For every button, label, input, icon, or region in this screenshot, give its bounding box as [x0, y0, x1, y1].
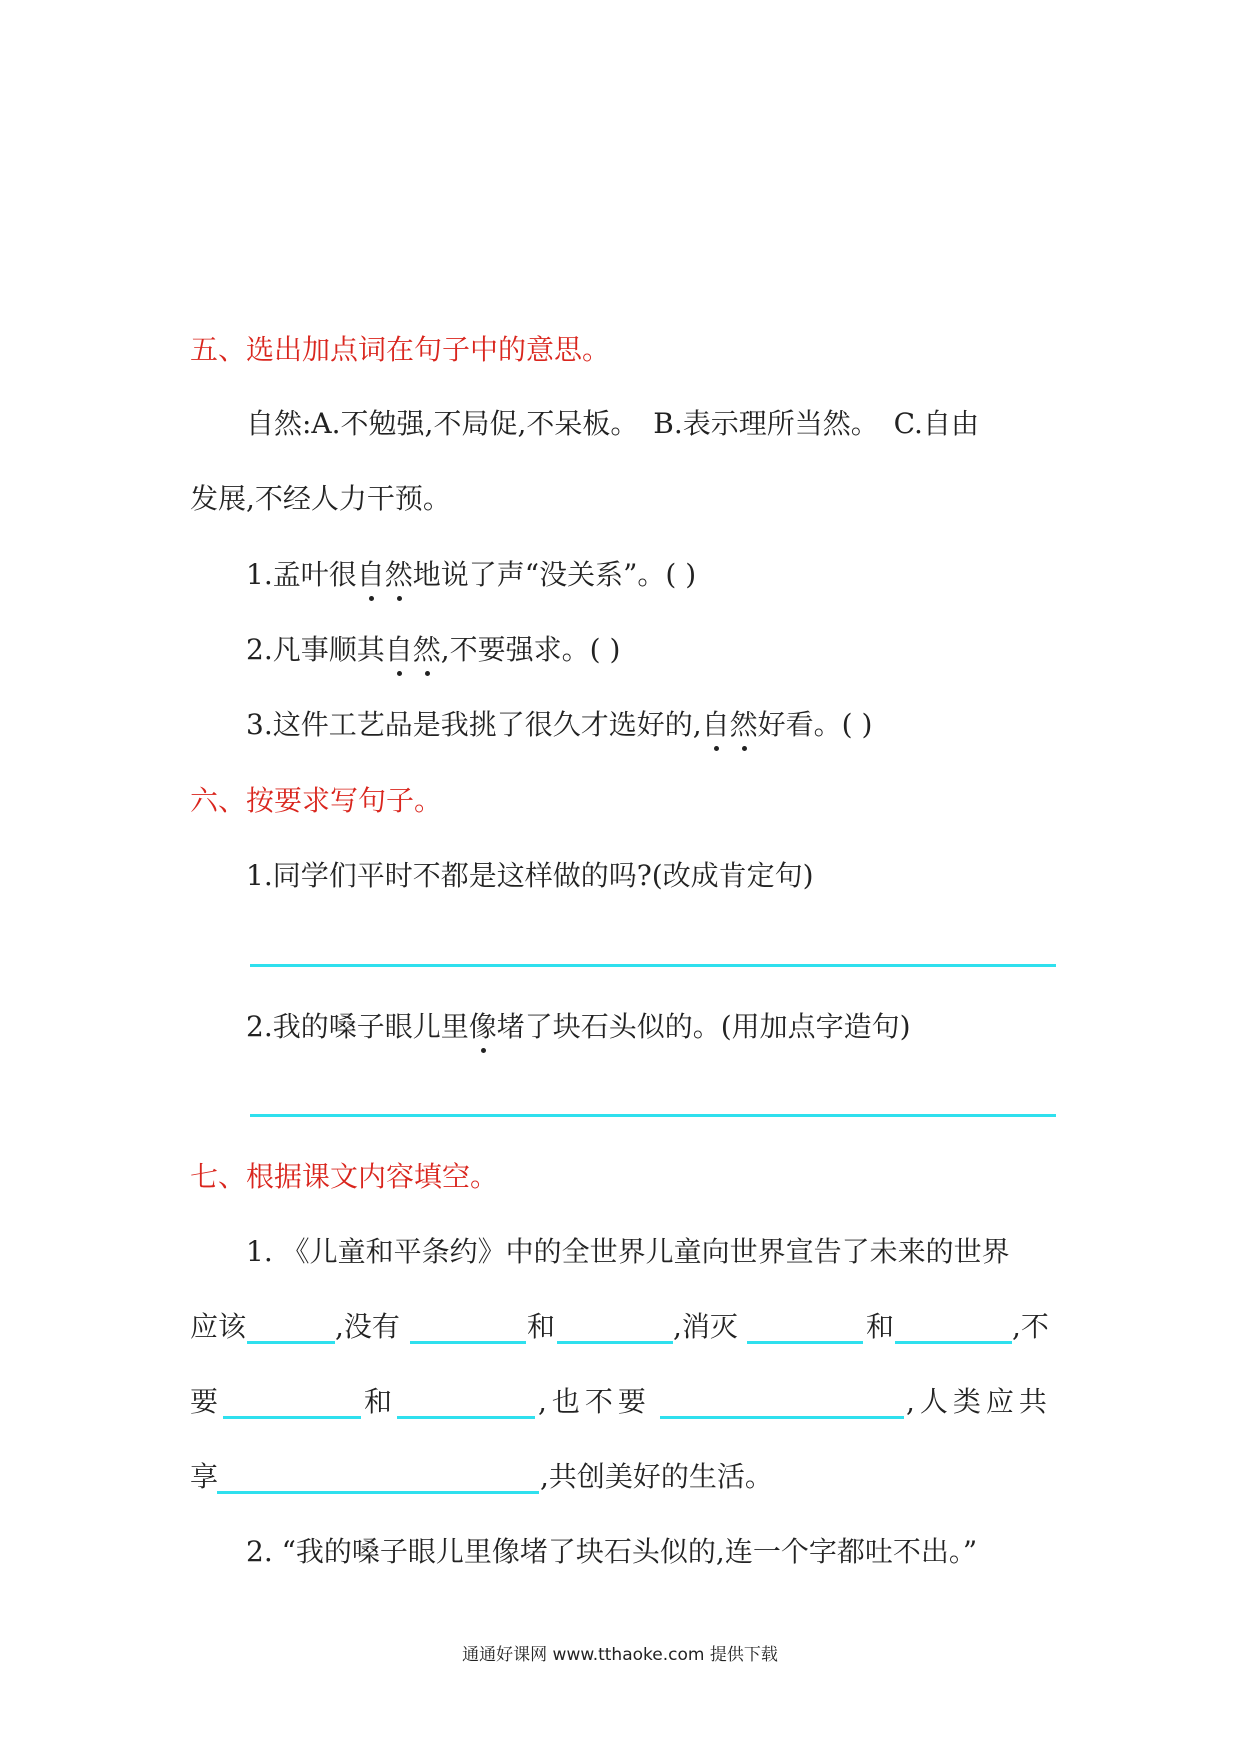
dotted-char: 自 — [356, 558, 385, 591]
section-6-title: 六、按要求写句子。 — [190, 784, 443, 817]
question-text: 地说了声“没关系”。( ) — [412, 558, 697, 591]
fill-blank[interactable] — [223, 1416, 361, 1419]
question-text: ,不要强求。( ) — [440, 633, 621, 666]
fill-text: ,也不要 — [538, 1385, 651, 1418]
dotted-char: 然 — [384, 558, 413, 591]
question-7-2: 2. “我的嗓子眼儿里像堵了块石头似的,连一个字都吐不出。” — [246, 1535, 978, 1568]
footer-source: 通通好课网 www.tthaoke.com 提供下载 — [462, 1645, 778, 1665]
fill-text: 应该 — [190, 1310, 247, 1343]
dotted-char: 像 — [468, 1010, 497, 1043]
fill-blank[interactable] — [247, 1341, 335, 1344]
question-text: 2.我的嗓子眼儿里 — [246, 1010, 469, 1043]
fill-blank[interactable] — [397, 1416, 535, 1419]
question-text: 2.凡事顺其 — [246, 633, 385, 666]
question-text: 1.孟叶很 — [246, 558, 357, 591]
fill-text: 要 — [190, 1385, 219, 1418]
answer-line-6-2[interactable] — [250, 1114, 1056, 1117]
section-7-title: 七、根据课文内容填空。 — [190, 1160, 499, 1193]
dotted-char: 然 — [412, 633, 441, 666]
fill-blank[interactable] — [747, 1341, 863, 1344]
question-6-1: 1.同学们平时不都是这样做的吗?(改成肯定句) — [246, 859, 814, 892]
fill-blank[interactable] — [217, 1491, 539, 1494]
fill-text: 和 — [364, 1385, 393, 1418]
fill-text: 享 — [190, 1460, 219, 1493]
question-5-3 — [246, 708, 873, 741]
fill-blank[interactable] — [895, 1341, 1012, 1344]
fill-text: ,人类应共 — [906, 1385, 1052, 1418]
fill-text: 和 — [866, 1310, 895, 1343]
section-5-title: 五、选出加点词在句子中的意思。 — [190, 333, 611, 366]
fill-text: 和 — [527, 1310, 556, 1343]
fill-text: ,共创美好的生活。 — [540, 1460, 773, 1493]
question-5-1 — [246, 558, 697, 591]
fill-text: ,不 — [1012, 1310, 1049, 1343]
question-text: 3.这件工艺品是我挑了很久才选好的, — [246, 708, 702, 741]
question-text: 堵了块石头似的。(用加点字造句) — [496, 1010, 911, 1043]
dotted-char: 自 — [384, 633, 413, 666]
question-text: 好看。( ) — [757, 708, 873, 741]
fill-blank[interactable] — [557, 1341, 673, 1344]
fill-text: ,消灭 — [673, 1310, 738, 1343]
definition-line-1: 自然:A.不勉强,不局促,不呆板。 B.表示理所当然。 C.自由 — [246, 407, 979, 440]
question-5-2 — [246, 633, 621, 666]
fill-text: ,没有 — [335, 1310, 400, 1343]
definition-line-2: 发展,不经人力干预。 — [190, 482, 451, 515]
fill-blank[interactable] — [660, 1416, 904, 1419]
question-7-1-line-1: 1. 《儿童和平条约》中的全世界儿童向世界宣告了未来的世界 — [246, 1235, 1010, 1268]
answer-line-6-1[interactable] — [250, 964, 1056, 967]
dotted-char: 自 — [701, 708, 730, 741]
question-6-2 — [246, 1010, 911, 1043]
dotted-char: 然 — [729, 708, 758, 741]
fill-blank[interactable] — [410, 1341, 526, 1344]
